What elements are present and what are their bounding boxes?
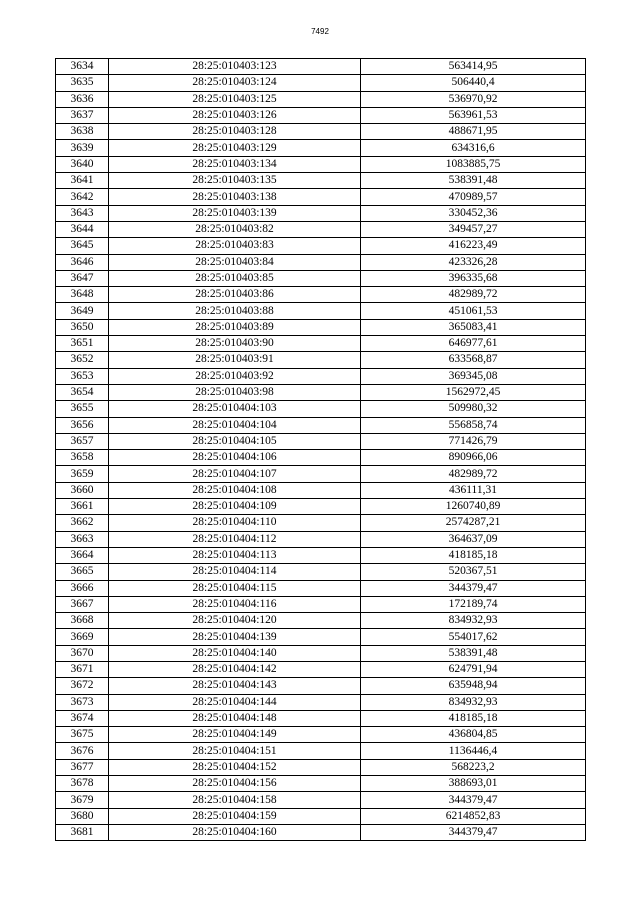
table-row [56, 776, 586, 792]
cadastral-number-cell: 28:25:010404:148 [109, 710, 361, 726]
cadastral-value-cell: 344379,47 [361, 824, 586, 840]
cadastral-value-cell: 172189,74 [361, 596, 586, 612]
cadastral-number-cell: 28:25:010403:90 [109, 336, 361, 352]
cadastral-value-cell: 436111,31 [361, 482, 586, 498]
cadastral-number-cell: 28:25:010404:105 [109, 433, 361, 449]
cadastral-number-cell: 28:25:010404:109 [109, 499, 361, 515]
cadastral-value-cell: 470989,57 [361, 189, 586, 205]
row-number-cell: 3642 [56, 189, 109, 205]
row-number-cell: 3676 [56, 743, 109, 759]
table-row [56, 792, 586, 808]
row-number-cell: 3640 [56, 156, 109, 172]
row-number-cell: 3678 [56, 776, 109, 792]
row-number-cell: 3651 [56, 336, 109, 352]
cadastral-number-cell: 28:25:010404:139 [109, 629, 361, 645]
table-row [56, 303, 586, 319]
table-row [56, 808, 586, 824]
cadastral-value-cell: 771426,79 [361, 433, 586, 449]
row-number-cell: 3650 [56, 319, 109, 335]
cadastral-value-cell: 482989,72 [361, 466, 586, 482]
cadastral-value-cell: 388693,01 [361, 776, 586, 792]
table-row [56, 270, 586, 286]
cadastral-value-cell: 538391,48 [361, 645, 586, 661]
cadastral-value-cell: 509980,32 [361, 401, 586, 417]
page-number: 7492 [311, 27, 329, 36]
cadastral-number-cell: 28:25:010404:156 [109, 776, 361, 792]
cadastral-number-cell: 28:25:010403:124 [109, 75, 361, 91]
cadastral-number-cell: 28:25:010404:103 [109, 401, 361, 417]
table-row [56, 547, 586, 563]
table-row [56, 466, 586, 482]
row-number-cell: 3673 [56, 694, 109, 710]
cadastral-number-cell: 28:25:010403:85 [109, 270, 361, 286]
table-row [56, 254, 586, 270]
cadastral-value-cell: 563414,95 [361, 59, 586, 75]
cadastral-value-cell: 416223,49 [361, 238, 586, 254]
row-number-cell: 3653 [56, 368, 109, 384]
cadastral-value-cell: 418185,18 [361, 547, 586, 563]
row-number-cell: 3647 [56, 270, 109, 286]
cadastral-number-cell: 28:25:010404:142 [109, 661, 361, 677]
table-row [56, 189, 586, 205]
row-number-cell: 3654 [56, 384, 109, 400]
cadastral-value-cell: 6214852,83 [361, 808, 586, 824]
cadastral-number-cell: 28:25:010403:98 [109, 384, 361, 400]
table-row [56, 352, 586, 368]
row-number-cell: 3664 [56, 547, 109, 563]
cadastral-value-cell: 369345,08 [361, 368, 586, 384]
row-number-cell: 3643 [56, 205, 109, 221]
cadastral-number-cell: 28:25:010404:158 [109, 792, 361, 808]
cadastral-number-cell: 28:25:010404:160 [109, 824, 361, 840]
table-row [56, 710, 586, 726]
cadastral-value-cell: 364637,09 [361, 531, 586, 547]
row-number-cell: 3677 [56, 759, 109, 775]
row-number-cell: 3672 [56, 678, 109, 694]
table-row [56, 384, 586, 400]
cadastral-value-cell: 634316,6 [361, 140, 586, 156]
row-number-cell: 3645 [56, 238, 109, 254]
row-number-cell: 3648 [56, 287, 109, 303]
row-number-cell: 3670 [56, 645, 109, 661]
cadastral-number-cell: 28:25:010404:107 [109, 466, 361, 482]
cadastral-number-cell: 28:25:010404:159 [109, 808, 361, 824]
cadastral-number-cell: 28:25:010404:112 [109, 531, 361, 547]
row-number-cell: 3655 [56, 401, 109, 417]
table-row [56, 91, 586, 107]
cadastral-number-cell: 28:25:010403:139 [109, 205, 361, 221]
table-row [56, 368, 586, 384]
cadastral-number-cell: 28:25:010403:134 [109, 156, 361, 172]
table-row [56, 75, 586, 91]
row-number-cell: 3661 [56, 499, 109, 515]
table-row [56, 107, 586, 123]
cadastral-number-cell: 28:25:010404:113 [109, 547, 361, 563]
cadastral-value-cell: 423326,28 [361, 254, 586, 270]
cadastral-number-cell: 28:25:010403:129 [109, 140, 361, 156]
row-number-cell: 3662 [56, 515, 109, 531]
row-number-cell: 3637 [56, 107, 109, 123]
row-number-cell: 3674 [56, 710, 109, 726]
table-row [56, 694, 586, 710]
row-number-cell: 3679 [56, 792, 109, 808]
cadastral-number-cell: 28:25:010403:84 [109, 254, 361, 270]
table-row [56, 661, 586, 677]
cadastral-number-cell: 28:25:010403:91 [109, 352, 361, 368]
cadastral-value-cell: 482989,72 [361, 287, 586, 303]
row-number-cell: 3649 [56, 303, 109, 319]
row-number-cell: 3657 [56, 433, 109, 449]
cadastral-number-cell: 28:25:010404:115 [109, 580, 361, 596]
cadastral-value-cell: 418185,18 [361, 710, 586, 726]
cadastral-number-cell: 28:25:010404:110 [109, 515, 361, 531]
table-row [56, 173, 586, 189]
cadastral-number-cell: 28:25:010404:143 [109, 678, 361, 694]
table-row [56, 727, 586, 743]
cadastral-number-cell: 28:25:010403:86 [109, 287, 361, 303]
cadastral-number-cell: 28:25:010404:152 [109, 759, 361, 775]
table-row [56, 564, 586, 580]
row-number-cell: 3634 [56, 59, 109, 75]
cadastral-value-cell: 1562972,45 [361, 384, 586, 400]
table-row [56, 482, 586, 498]
row-number-cell: 3658 [56, 450, 109, 466]
cadastral-number-cell: 28:25:010404:108 [109, 482, 361, 498]
row-number-cell: 3663 [56, 531, 109, 547]
row-number-cell: 3636 [56, 91, 109, 107]
table-row [56, 221, 586, 237]
cadastral-number-cell: 28:25:010403:83 [109, 238, 361, 254]
table-row [56, 156, 586, 172]
cadastral-value-cell: 488671,95 [361, 124, 586, 140]
row-number-cell: 3641 [56, 173, 109, 189]
row-number-cell: 3659 [56, 466, 109, 482]
table-row [56, 336, 586, 352]
table-body [56, 59, 586, 841]
cadastral-value-cell: 834932,93 [361, 694, 586, 710]
cadastral-number-cell: 28:25:010404:151 [109, 743, 361, 759]
cadastral-value-cell: 436804,85 [361, 727, 586, 743]
cadastral-number-cell: 28:25:010404:106 [109, 450, 361, 466]
cadastral-number-cell: 28:25:010403:135 [109, 173, 361, 189]
row-number-cell: 3660 [56, 482, 109, 498]
table-row [56, 59, 586, 75]
cadastral-number-cell: 28:25:010403:125 [109, 91, 361, 107]
row-number-cell: 3675 [56, 727, 109, 743]
table-row [56, 678, 586, 694]
table-row [56, 580, 586, 596]
cadastral-value-cell: 330452,36 [361, 205, 586, 221]
table-row [56, 140, 586, 156]
cadastral-value-cell: 834932,93 [361, 613, 586, 629]
table-row [56, 417, 586, 433]
cadastral-value-cell: 635948,94 [361, 678, 586, 694]
cadastral-value-cell: 1136446,4 [361, 743, 586, 759]
row-number-cell: 3666 [56, 580, 109, 596]
cadastral-number-cell: 28:25:010403:82 [109, 221, 361, 237]
row-number-cell: 3665 [56, 564, 109, 580]
table-row [56, 531, 586, 547]
table-row [56, 613, 586, 629]
row-number-cell: 3635 [56, 75, 109, 91]
cadastral-value-cell: 890966,06 [361, 450, 586, 466]
row-number-cell: 3639 [56, 140, 109, 156]
row-number-cell: 3644 [56, 221, 109, 237]
row-number-cell: 3680 [56, 808, 109, 824]
table-row [56, 238, 586, 254]
cadastral-value-cell: 1083885,75 [361, 156, 586, 172]
cadastral-number-cell: 28:25:010404:104 [109, 417, 361, 433]
table-row [56, 759, 586, 775]
cadastral-number-cell: 28:25:010403:123 [109, 59, 361, 75]
cadastral-number-cell: 28:25:010403:126 [109, 107, 361, 123]
cadastral-value-cell: 563961,53 [361, 107, 586, 123]
cadastral-value-cell: 554017,62 [361, 629, 586, 645]
table-row [56, 401, 586, 417]
cadastral-value-cell: 536970,92 [361, 91, 586, 107]
cadastral-value-cell: 624791,94 [361, 661, 586, 677]
cadastral-value-cell: 344379,47 [361, 792, 586, 808]
cadastral-number-cell: 28:25:010404:144 [109, 694, 361, 710]
table-row [56, 743, 586, 759]
cadastral-value-cell: 556858,74 [361, 417, 586, 433]
table-row [56, 450, 586, 466]
row-number-cell: 3681 [56, 824, 109, 840]
table-row [56, 433, 586, 449]
table-row [56, 824, 586, 840]
cadastral-value-cell: 538391,48 [361, 173, 586, 189]
table-row [56, 596, 586, 612]
cadastral-value-cell: 365083,41 [361, 319, 586, 335]
cadastral-value-cell: 349457,27 [361, 221, 586, 237]
cadastral-value-cell: 451061,53 [361, 303, 586, 319]
row-number-cell: 3668 [56, 613, 109, 629]
table-row [56, 287, 586, 303]
cadastral-number-cell: 28:25:010403:138 [109, 189, 361, 205]
cadastral-value-cell: 396335,68 [361, 270, 586, 286]
cadastral-number-cell: 28:25:010404:120 [109, 613, 361, 629]
row-number-cell: 3638 [56, 124, 109, 140]
cadastral-value-table [55, 58, 586, 841]
row-number-cell: 3656 [56, 417, 109, 433]
table-row [56, 515, 586, 531]
cadastral-number-cell: 28:25:010404:116 [109, 596, 361, 612]
cadastral-number-cell: 28:25:010404:140 [109, 645, 361, 661]
cadastral-number-cell: 28:25:010403:92 [109, 368, 361, 384]
cadastral-number-cell: 28:25:010404:114 [109, 564, 361, 580]
cadastral-number-cell: 28:25:010403:89 [109, 319, 361, 335]
row-number-cell: 3667 [56, 596, 109, 612]
table-row [56, 645, 586, 661]
row-number-cell: 3671 [56, 661, 109, 677]
cadastral-value-cell: 506440,4 [361, 75, 586, 91]
cadastral-value-cell: 633568,87 [361, 352, 586, 368]
table-row [56, 499, 586, 515]
cadastral-value-cell: 344379,47 [361, 580, 586, 596]
cadastral-value-cell: 568223,2 [361, 759, 586, 775]
table-row [56, 629, 586, 645]
row-number-cell: 3652 [56, 352, 109, 368]
table-row [56, 205, 586, 221]
cadastral-value-cell: 646977,61 [361, 336, 586, 352]
cadastral-value-cell: 2574287,21 [361, 515, 586, 531]
cadastral-number-cell: 28:25:010403:128 [109, 124, 361, 140]
table-row [56, 319, 586, 335]
cadastral-number-cell: 28:25:010404:149 [109, 727, 361, 743]
row-number-cell: 3646 [56, 254, 109, 270]
table-row [56, 124, 586, 140]
row-number-cell: 3669 [56, 629, 109, 645]
cadastral-number-cell: 28:25:010403:88 [109, 303, 361, 319]
cadastral-value-cell: 1260740,89 [361, 499, 586, 515]
cadastral-value-cell: 520367,51 [361, 564, 586, 580]
